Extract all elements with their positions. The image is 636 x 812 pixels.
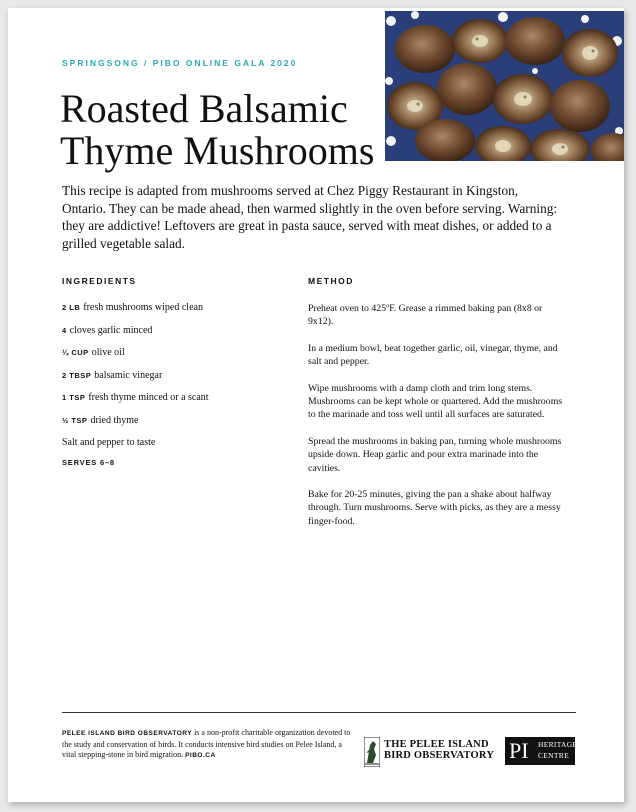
- ingredient-item: [62, 370, 272, 382]
- footer-divider: [62, 712, 576, 713]
- method-heading: METHOD: [308, 276, 354, 286]
- ingredient-qty: 4: [62, 325, 67, 335]
- heritage-centre-logo: [505, 737, 578, 765]
- pibo-logo: [364, 735, 500, 769]
- mushrooms-photo-image: [385, 11, 624, 161]
- ingredients-heading: INGREDIENTS: [62, 276, 137, 286]
- pibo-logo-line-2: BIRD OBSERVATORY: [384, 750, 495, 761]
- method-section: [308, 276, 570, 541]
- method-step: In a medium bowl, beat together garlic, oil, vinegar, thyme, and salt and pepper.: [308, 342, 558, 368]
- ingredients-list: [62, 302, 272, 449]
- method-step: Spread the mushrooms in baking pan, turning whole mushrooms upside down. Heap garlic and pour extra marinade into the cavities.: [308, 435, 562, 474]
- ingredient-item: [62, 392, 272, 404]
- title-line-2: Thyme Mushrooms: [60, 128, 375, 173]
- recipe-title: [60, 88, 390, 172]
- ingredient-item: [62, 415, 272, 427]
- ingredient-text: fresh thyme minced or a scant: [88, 392, 209, 403]
- recipe-intro: This recipe is adapted from mushrooms served at Chez Piggy Restaurant in Kingston, Ontario. They can be made ahead, then warmed slightly in the oven before serving. Warning: they are addictive! Leftovers are great in pasta sauce, served with meat dishes, or added to a grilled vegetable salad.: [62, 183, 558, 251]
- ingredient-item: [62, 437, 272, 449]
- bird-icon: [364, 737, 380, 767]
- heritage-logo-top: HERITAGE: [538, 740, 578, 749]
- footer-description: [62, 728, 352, 762]
- ingredient-text: olive oil: [91, 347, 125, 358]
- method-steps: [308, 302, 570, 528]
- servings-label: SERVES 6–8: [62, 457, 115, 467]
- mushrooms-photo: [385, 11, 624, 161]
- ingredient-qty: ¼ CUP: [62, 348, 89, 357]
- ingredient-text: balsamic vinegar: [94, 369, 163, 381]
- ingredient-text: Salt and pepper to taste: [62, 437, 156, 448]
- event-eyebrow: SPRINGSONG / PIBO ONLINE GALA 2020: [62, 58, 298, 68]
- ingredient-text: fresh mushrooms wiped clean: [83, 302, 203, 313]
- title-line-1: Roasted Balsamic: [60, 86, 348, 131]
- org-description: is a non-profit charitable organization devoted to the study and conservation of birds. It conducts intensive bird studies on Pelee Island, a vital stepping-stone in bird migration.: [62, 728, 351, 759]
- ingredient-item: [62, 325, 272, 337]
- org-website: PIBO.CA: [185, 752, 216, 759]
- heritage-logo-bottom: CENTRE: [538, 751, 569, 760]
- ingredient-qty: 2 LB: [62, 303, 81, 312]
- org-name: PELEE ISLAND BIRD OBSERVATORY: [62, 730, 193, 737]
- ingredients-section: [62, 276, 272, 467]
- ingredient-item: [62, 347, 272, 359]
- pibo-logo-text: [384, 739, 494, 761]
- method-step: Preheat oven to 425ºF. Grease a rimmed baking pan (8x8 or 9x12).: [308, 303, 543, 328]
- method-step: Wipe mushrooms with a damp cloth and trim long stems. Mushrooms can be kept whole or quartered. Add the mushrooms to the marinade and toss well until all surfaces are saturated.: [308, 382, 563, 421]
- ingredient-qty: ½ TSP: [62, 415, 88, 425]
- method-step: Bake for 20-25 minutes, giving the pan a shake about halfway through. Turn mushrooms. Serve with picks, as they are a messy finger-food.: [308, 489, 561, 527]
- ingredient-qty: 1 TSP: [62, 393, 86, 402]
- ingredient-item: [62, 302, 272, 314]
- heritage-logo-pi: PI: [509, 738, 529, 763]
- ingredient-text: dried thyme: [90, 414, 139, 426]
- ingredient-qty: 2 TBSP: [62, 370, 92, 380]
- ingredient-text: cloves garlic minced: [69, 324, 153, 336]
- pibo-logo-line-1: THE PELEE ISLAND: [384, 739, 489, 750]
- recipe-page: [8, 8, 624, 802]
